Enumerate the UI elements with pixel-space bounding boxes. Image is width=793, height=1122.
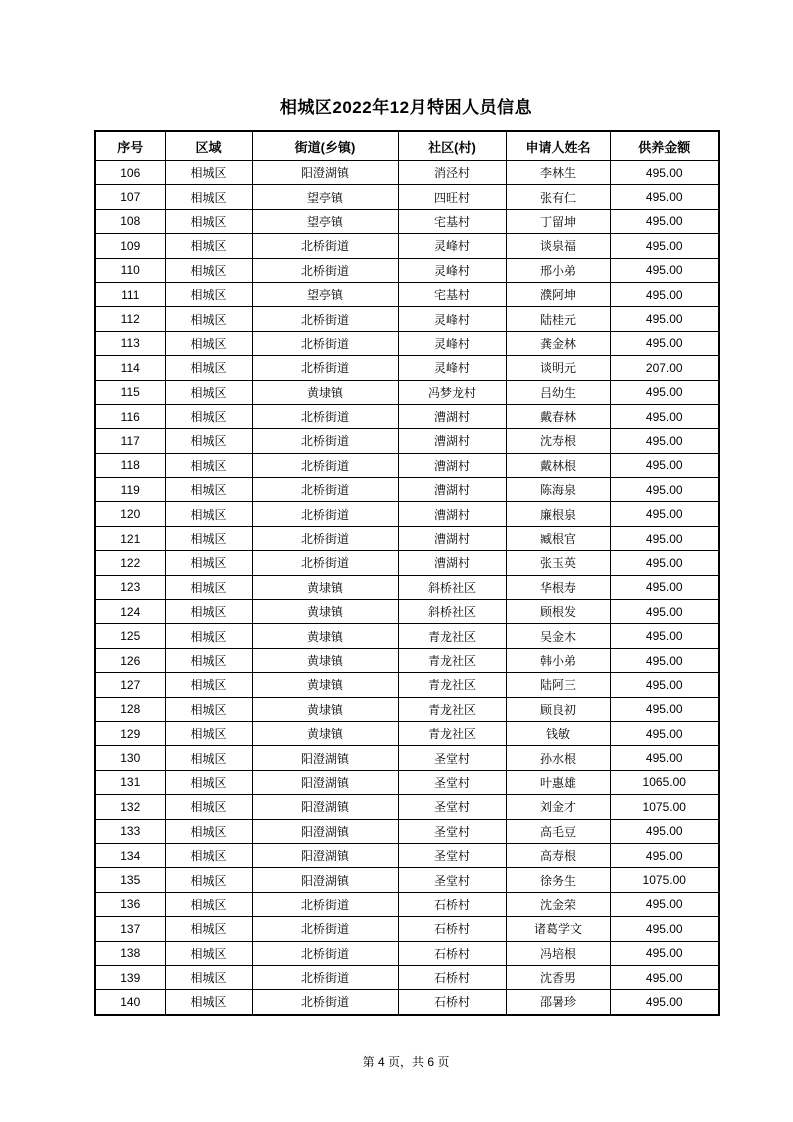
table-row bbox=[95, 331, 719, 355]
cell-index: 106 bbox=[95, 161, 165, 185]
cell-index: 130 bbox=[95, 746, 165, 770]
cell-region: 相城区 bbox=[165, 551, 252, 575]
cell-community: 灵峰村 bbox=[398, 356, 506, 380]
cell-street: 北桥街道 bbox=[252, 526, 398, 550]
cell-region: 相城区 bbox=[165, 526, 252, 550]
table-row bbox=[95, 746, 719, 770]
cell-amount: 1075.00 bbox=[610, 868, 719, 892]
cell-applicant: 高寿根 bbox=[506, 843, 610, 867]
cell-street: 黄埭镇 bbox=[252, 697, 398, 721]
table-row bbox=[95, 990, 719, 1015]
cell-region: 相城区 bbox=[165, 941, 252, 965]
cell-street: 阳澄湖镇 bbox=[252, 746, 398, 770]
cell-applicant: 徐务生 bbox=[506, 868, 610, 892]
table-row bbox=[95, 721, 719, 745]
cell-community: 冯梦龙村 bbox=[398, 380, 506, 404]
cell-index: 111 bbox=[95, 282, 165, 306]
cell-index: 108 bbox=[95, 209, 165, 233]
cell-applicant: 吴金木 bbox=[506, 624, 610, 648]
table-row bbox=[95, 453, 719, 477]
cell-community: 石桥村 bbox=[398, 917, 506, 941]
cell-applicant: 沈香男 bbox=[506, 965, 610, 989]
cell-street: 北桥街道 bbox=[252, 965, 398, 989]
cell-region: 相城区 bbox=[165, 673, 252, 697]
cell-community: 漕湖村 bbox=[398, 502, 506, 526]
cell-street: 北桥街道 bbox=[252, 478, 398, 502]
benefits-table bbox=[94, 130, 720, 1016]
table-row bbox=[95, 380, 719, 404]
cell-community: 圣堂村 bbox=[398, 843, 506, 867]
cell-region: 相城区 bbox=[165, 185, 252, 209]
cell-amount: 495.00 bbox=[610, 185, 719, 209]
cell-applicant: 华根寿 bbox=[506, 575, 610, 599]
cell-region: 相城区 bbox=[165, 746, 252, 770]
cell-region: 相城区 bbox=[165, 282, 252, 306]
column-header-street: 街道(乡镇) bbox=[252, 131, 398, 161]
cell-amount: 495.00 bbox=[610, 624, 719, 648]
cell-region: 相城区 bbox=[165, 795, 252, 819]
cell-applicant: 沈寿根 bbox=[506, 429, 610, 453]
cell-index: 117 bbox=[95, 429, 165, 453]
table-row bbox=[95, 282, 719, 306]
cell-region: 相城区 bbox=[165, 453, 252, 477]
table-row bbox=[95, 478, 719, 502]
cell-region: 相城区 bbox=[165, 819, 252, 843]
cell-applicant: 濮阿坤 bbox=[506, 282, 610, 306]
cell-community: 青龙社区 bbox=[398, 697, 506, 721]
cell-region: 相城区 bbox=[165, 502, 252, 526]
cell-community: 石桥村 bbox=[398, 990, 506, 1015]
cell-applicant: 孙水根 bbox=[506, 746, 610, 770]
cell-amount: 495.00 bbox=[610, 258, 719, 282]
table-row bbox=[95, 697, 719, 721]
cell-street: 北桥街道 bbox=[252, 331, 398, 355]
cell-applicant: 钱敏 bbox=[506, 721, 610, 745]
cell-index: 121 bbox=[95, 526, 165, 550]
cell-amount: 495.00 bbox=[610, 282, 719, 306]
table-row bbox=[95, 673, 719, 697]
table-row bbox=[95, 526, 719, 550]
cell-street: 望亭镇 bbox=[252, 209, 398, 233]
table-row bbox=[95, 843, 719, 867]
cell-index: 132 bbox=[95, 795, 165, 819]
cell-community: 圣堂村 bbox=[398, 770, 506, 794]
cell-community: 圣堂村 bbox=[398, 795, 506, 819]
table-row bbox=[95, 404, 719, 428]
cell-region: 相城区 bbox=[165, 868, 252, 892]
cell-applicant: 邢小弟 bbox=[506, 258, 610, 282]
cell-index: 113 bbox=[95, 331, 165, 355]
cell-index: 134 bbox=[95, 843, 165, 867]
cell-applicant: 沈金荣 bbox=[506, 892, 610, 916]
cell-community: 灵峰村 bbox=[398, 331, 506, 355]
cell-amount: 495.00 bbox=[610, 453, 719, 477]
cell-amount: 495.00 bbox=[610, 429, 719, 453]
cell-applicant: 陆阿三 bbox=[506, 673, 610, 697]
cell-street: 黄埭镇 bbox=[252, 600, 398, 624]
cell-community: 石桥村 bbox=[398, 941, 506, 965]
cell-applicant: 韩小弟 bbox=[506, 648, 610, 672]
cell-applicant: 廉根泉 bbox=[506, 502, 610, 526]
cell-applicant: 臧根官 bbox=[506, 526, 610, 550]
cell-community: 青龙社区 bbox=[398, 721, 506, 745]
cell-amount: 495.00 bbox=[610, 502, 719, 526]
cell-index: 109 bbox=[95, 234, 165, 258]
table-row bbox=[95, 770, 719, 794]
cell-applicant: 李林生 bbox=[506, 161, 610, 185]
cell-applicant: 诸葛学文 bbox=[506, 917, 610, 941]
table-row bbox=[95, 624, 719, 648]
cell-applicant: 张玉英 bbox=[506, 551, 610, 575]
cell-index: 124 bbox=[95, 600, 165, 624]
cell-street: 北桥街道 bbox=[252, 258, 398, 282]
table-row bbox=[95, 258, 719, 282]
cell-applicant: 邵暑珍 bbox=[506, 990, 610, 1015]
cell-applicant: 谈泉福 bbox=[506, 234, 610, 258]
cell-street: 望亭镇 bbox=[252, 185, 398, 209]
cell-region: 相城区 bbox=[165, 307, 252, 331]
cell-community: 漕湖村 bbox=[398, 551, 506, 575]
cell-community: 四旺村 bbox=[398, 185, 506, 209]
cell-community: 石桥村 bbox=[398, 892, 506, 916]
table-row bbox=[95, 307, 719, 331]
cell-amount: 495.00 bbox=[610, 892, 719, 916]
cell-amount: 495.00 bbox=[610, 673, 719, 697]
cell-community: 灵峰村 bbox=[398, 307, 506, 331]
cell-applicant: 戴春林 bbox=[506, 404, 610, 428]
table-row bbox=[95, 575, 719, 599]
cell-region: 相城区 bbox=[165, 843, 252, 867]
cell-amount: 495.00 bbox=[610, 478, 719, 502]
cell-amount: 495.00 bbox=[610, 380, 719, 404]
column-header-region: 区域 bbox=[165, 131, 252, 161]
cell-street: 黄埭镇 bbox=[252, 380, 398, 404]
cell-street: 阳澄湖镇 bbox=[252, 795, 398, 819]
cell-street: 阳澄湖镇 bbox=[252, 868, 398, 892]
cell-index: 138 bbox=[95, 941, 165, 965]
cell-region: 相城区 bbox=[165, 575, 252, 599]
cell-applicant: 陈海泉 bbox=[506, 478, 610, 502]
cell-street: 黄埭镇 bbox=[252, 673, 398, 697]
cell-applicant: 陆桂元 bbox=[506, 307, 610, 331]
table-row bbox=[95, 234, 719, 258]
cell-amount: 495.00 bbox=[610, 404, 719, 428]
page-title: 相城区2022年12月特困人员信息 bbox=[279, 98, 533, 117]
cell-amount: 1065.00 bbox=[610, 770, 719, 794]
cell-street: 北桥街道 bbox=[252, 502, 398, 526]
cell-region: 相城区 bbox=[165, 234, 252, 258]
table-row bbox=[95, 868, 719, 892]
cell-amount: 207.00 bbox=[610, 356, 719, 380]
cell-region: 相城区 bbox=[165, 356, 252, 380]
cell-street: 阳澄湖镇 bbox=[252, 161, 398, 185]
cell-index: 133 bbox=[95, 819, 165, 843]
cell-amount: 495.00 bbox=[610, 648, 719, 672]
cell-street: 北桥街道 bbox=[252, 429, 398, 453]
cell-index: 118 bbox=[95, 453, 165, 477]
table-row bbox=[95, 429, 719, 453]
cell-street: 北桥街道 bbox=[252, 551, 398, 575]
cell-index: 116 bbox=[95, 404, 165, 428]
cell-region: 相城区 bbox=[165, 478, 252, 502]
cell-community: 青龙社区 bbox=[398, 624, 506, 648]
cell-index: 115 bbox=[95, 380, 165, 404]
table-row bbox=[95, 965, 719, 989]
cell-amount: 495.00 bbox=[610, 307, 719, 331]
cell-amount: 495.00 bbox=[610, 234, 719, 258]
table-row bbox=[95, 941, 719, 965]
cell-index: 131 bbox=[95, 770, 165, 794]
cell-community: 青龙社区 bbox=[398, 673, 506, 697]
cell-index: 114 bbox=[95, 356, 165, 380]
cell-community: 宅基村 bbox=[398, 209, 506, 233]
cell-amount: 495.00 bbox=[610, 941, 719, 965]
page-number-footer: 第 4 页，共 6 页 bbox=[362, 1055, 450, 1069]
cell-street: 北桥街道 bbox=[252, 917, 398, 941]
column-header-index: 序号 bbox=[95, 131, 165, 161]
cell-region: 相城区 bbox=[165, 990, 252, 1015]
cell-region: 相城区 bbox=[165, 404, 252, 428]
cell-community: 灵峰村 bbox=[398, 234, 506, 258]
table-header-row bbox=[95, 131, 719, 161]
cell-index: 119 bbox=[95, 478, 165, 502]
cell-amount: 495.00 bbox=[610, 526, 719, 550]
cell-applicant: 戴林根 bbox=[506, 453, 610, 477]
cell-applicant: 谈明元 bbox=[506, 356, 610, 380]
cell-street: 黄埭镇 bbox=[252, 575, 398, 599]
cell-community: 圣堂村 bbox=[398, 746, 506, 770]
cell-applicant: 丁留坤 bbox=[506, 209, 610, 233]
cell-street: 北桥街道 bbox=[252, 404, 398, 428]
cell-index: 122 bbox=[95, 551, 165, 575]
cell-community: 圣堂村 bbox=[398, 819, 506, 843]
cell-community: 漕湖村 bbox=[398, 478, 506, 502]
cell-street: 黄埭镇 bbox=[252, 648, 398, 672]
cell-street: 北桥街道 bbox=[252, 234, 398, 258]
cell-region: 相城区 bbox=[165, 209, 252, 233]
table-row bbox=[95, 185, 719, 209]
cell-street: 望亭镇 bbox=[252, 282, 398, 306]
cell-amount: 495.00 bbox=[610, 209, 719, 233]
cell-amount: 495.00 bbox=[610, 746, 719, 770]
table-row bbox=[95, 356, 719, 380]
cell-region: 相城区 bbox=[165, 965, 252, 989]
table-body bbox=[95, 161, 719, 1015]
cell-applicant: 顾良初 bbox=[506, 697, 610, 721]
cell-community: 斜桥社区 bbox=[398, 575, 506, 599]
cell-community: 圣堂村 bbox=[398, 868, 506, 892]
cell-community: 灵峰村 bbox=[398, 258, 506, 282]
cell-community: 漕湖村 bbox=[398, 526, 506, 550]
cell-amount: 495.00 bbox=[610, 161, 719, 185]
cell-street: 北桥街道 bbox=[252, 453, 398, 477]
cell-region: 相城区 bbox=[165, 624, 252, 648]
cell-amount: 495.00 bbox=[610, 575, 719, 599]
cell-street: 北桥街道 bbox=[252, 941, 398, 965]
cell-amount: 495.00 bbox=[610, 819, 719, 843]
cell-community: 漕湖村 bbox=[398, 453, 506, 477]
cell-index: 128 bbox=[95, 697, 165, 721]
cell-index: 140 bbox=[95, 990, 165, 1015]
column-header-amount: 供养金额 bbox=[610, 131, 719, 161]
cell-street: 阳澄湖镇 bbox=[252, 819, 398, 843]
cell-region: 相城区 bbox=[165, 429, 252, 453]
cell-amount: 495.00 bbox=[610, 721, 719, 745]
column-header-community: 社区(村) bbox=[398, 131, 506, 161]
cell-index: 120 bbox=[95, 502, 165, 526]
cell-amount: 495.00 bbox=[610, 917, 719, 941]
cell-region: 相城区 bbox=[165, 892, 252, 916]
cell-amount: 495.00 bbox=[610, 551, 719, 575]
cell-amount: 495.00 bbox=[610, 990, 719, 1015]
cell-amount: 495.00 bbox=[610, 965, 719, 989]
cell-index: 139 bbox=[95, 965, 165, 989]
table-row bbox=[95, 502, 719, 526]
table-row bbox=[95, 600, 719, 624]
cell-index: 137 bbox=[95, 917, 165, 941]
cell-applicant: 高毛豆 bbox=[506, 819, 610, 843]
table-row bbox=[95, 819, 719, 843]
cell-amount: 1075.00 bbox=[610, 795, 719, 819]
cell-applicant: 刘金才 bbox=[506, 795, 610, 819]
cell-applicant: 冯培根 bbox=[506, 941, 610, 965]
cell-street: 北桥街道 bbox=[252, 892, 398, 916]
cell-applicant: 龚金林 bbox=[506, 331, 610, 355]
cell-region: 相城区 bbox=[165, 648, 252, 672]
cell-street: 黄埭镇 bbox=[252, 624, 398, 648]
cell-applicant: 叶惠雄 bbox=[506, 770, 610, 794]
cell-street: 阳澄湖镇 bbox=[252, 770, 398, 794]
cell-index: 127 bbox=[95, 673, 165, 697]
cell-region: 相城区 bbox=[165, 161, 252, 185]
table-row bbox=[95, 917, 719, 941]
column-header-applicant: 申请人姓名 bbox=[506, 131, 610, 161]
cell-amount: 495.00 bbox=[610, 697, 719, 721]
cell-street: 北桥街道 bbox=[252, 356, 398, 380]
cell-region: 相城区 bbox=[165, 721, 252, 745]
cell-community: 青龙社区 bbox=[398, 648, 506, 672]
cell-applicant: 吕幼生 bbox=[506, 380, 610, 404]
cell-region: 相城区 bbox=[165, 917, 252, 941]
cell-street: 黄埭镇 bbox=[252, 721, 398, 745]
cell-index: 125 bbox=[95, 624, 165, 648]
cell-index: 110 bbox=[95, 258, 165, 282]
cell-index: 126 bbox=[95, 648, 165, 672]
cell-community: 漕湖村 bbox=[398, 404, 506, 428]
table-row bbox=[95, 161, 719, 185]
cell-region: 相城区 bbox=[165, 380, 252, 404]
cell-region: 相城区 bbox=[165, 331, 252, 355]
cell-amount: 495.00 bbox=[610, 600, 719, 624]
cell-street: 阳澄湖镇 bbox=[252, 843, 398, 867]
cell-index: 136 bbox=[95, 892, 165, 916]
cell-amount: 495.00 bbox=[610, 843, 719, 867]
cell-region: 相城区 bbox=[165, 600, 252, 624]
cell-community: 宅基村 bbox=[398, 282, 506, 306]
cell-amount: 495.00 bbox=[610, 331, 719, 355]
cell-index: 129 bbox=[95, 721, 165, 745]
cell-index: 135 bbox=[95, 868, 165, 892]
cell-applicant: 张有仁 bbox=[506, 185, 610, 209]
cell-community: 斜桥社区 bbox=[398, 600, 506, 624]
cell-street: 北桥街道 bbox=[252, 307, 398, 331]
cell-applicant: 顾根发 bbox=[506, 600, 610, 624]
cell-community: 漕湖村 bbox=[398, 429, 506, 453]
table-row bbox=[95, 892, 719, 916]
cell-community: 石桥村 bbox=[398, 965, 506, 989]
cell-community: 消泾村 bbox=[398, 161, 506, 185]
table-row bbox=[95, 648, 719, 672]
table-row bbox=[95, 551, 719, 575]
cell-street: 北桥街道 bbox=[252, 990, 398, 1015]
table-row bbox=[95, 209, 719, 233]
cell-index: 123 bbox=[95, 575, 165, 599]
cell-region: 相城区 bbox=[165, 697, 252, 721]
cell-index: 112 bbox=[95, 307, 165, 331]
cell-region: 相城区 bbox=[165, 258, 252, 282]
cell-index: 107 bbox=[95, 185, 165, 209]
table-row bbox=[95, 795, 719, 819]
cell-region: 相城区 bbox=[165, 770, 252, 794]
